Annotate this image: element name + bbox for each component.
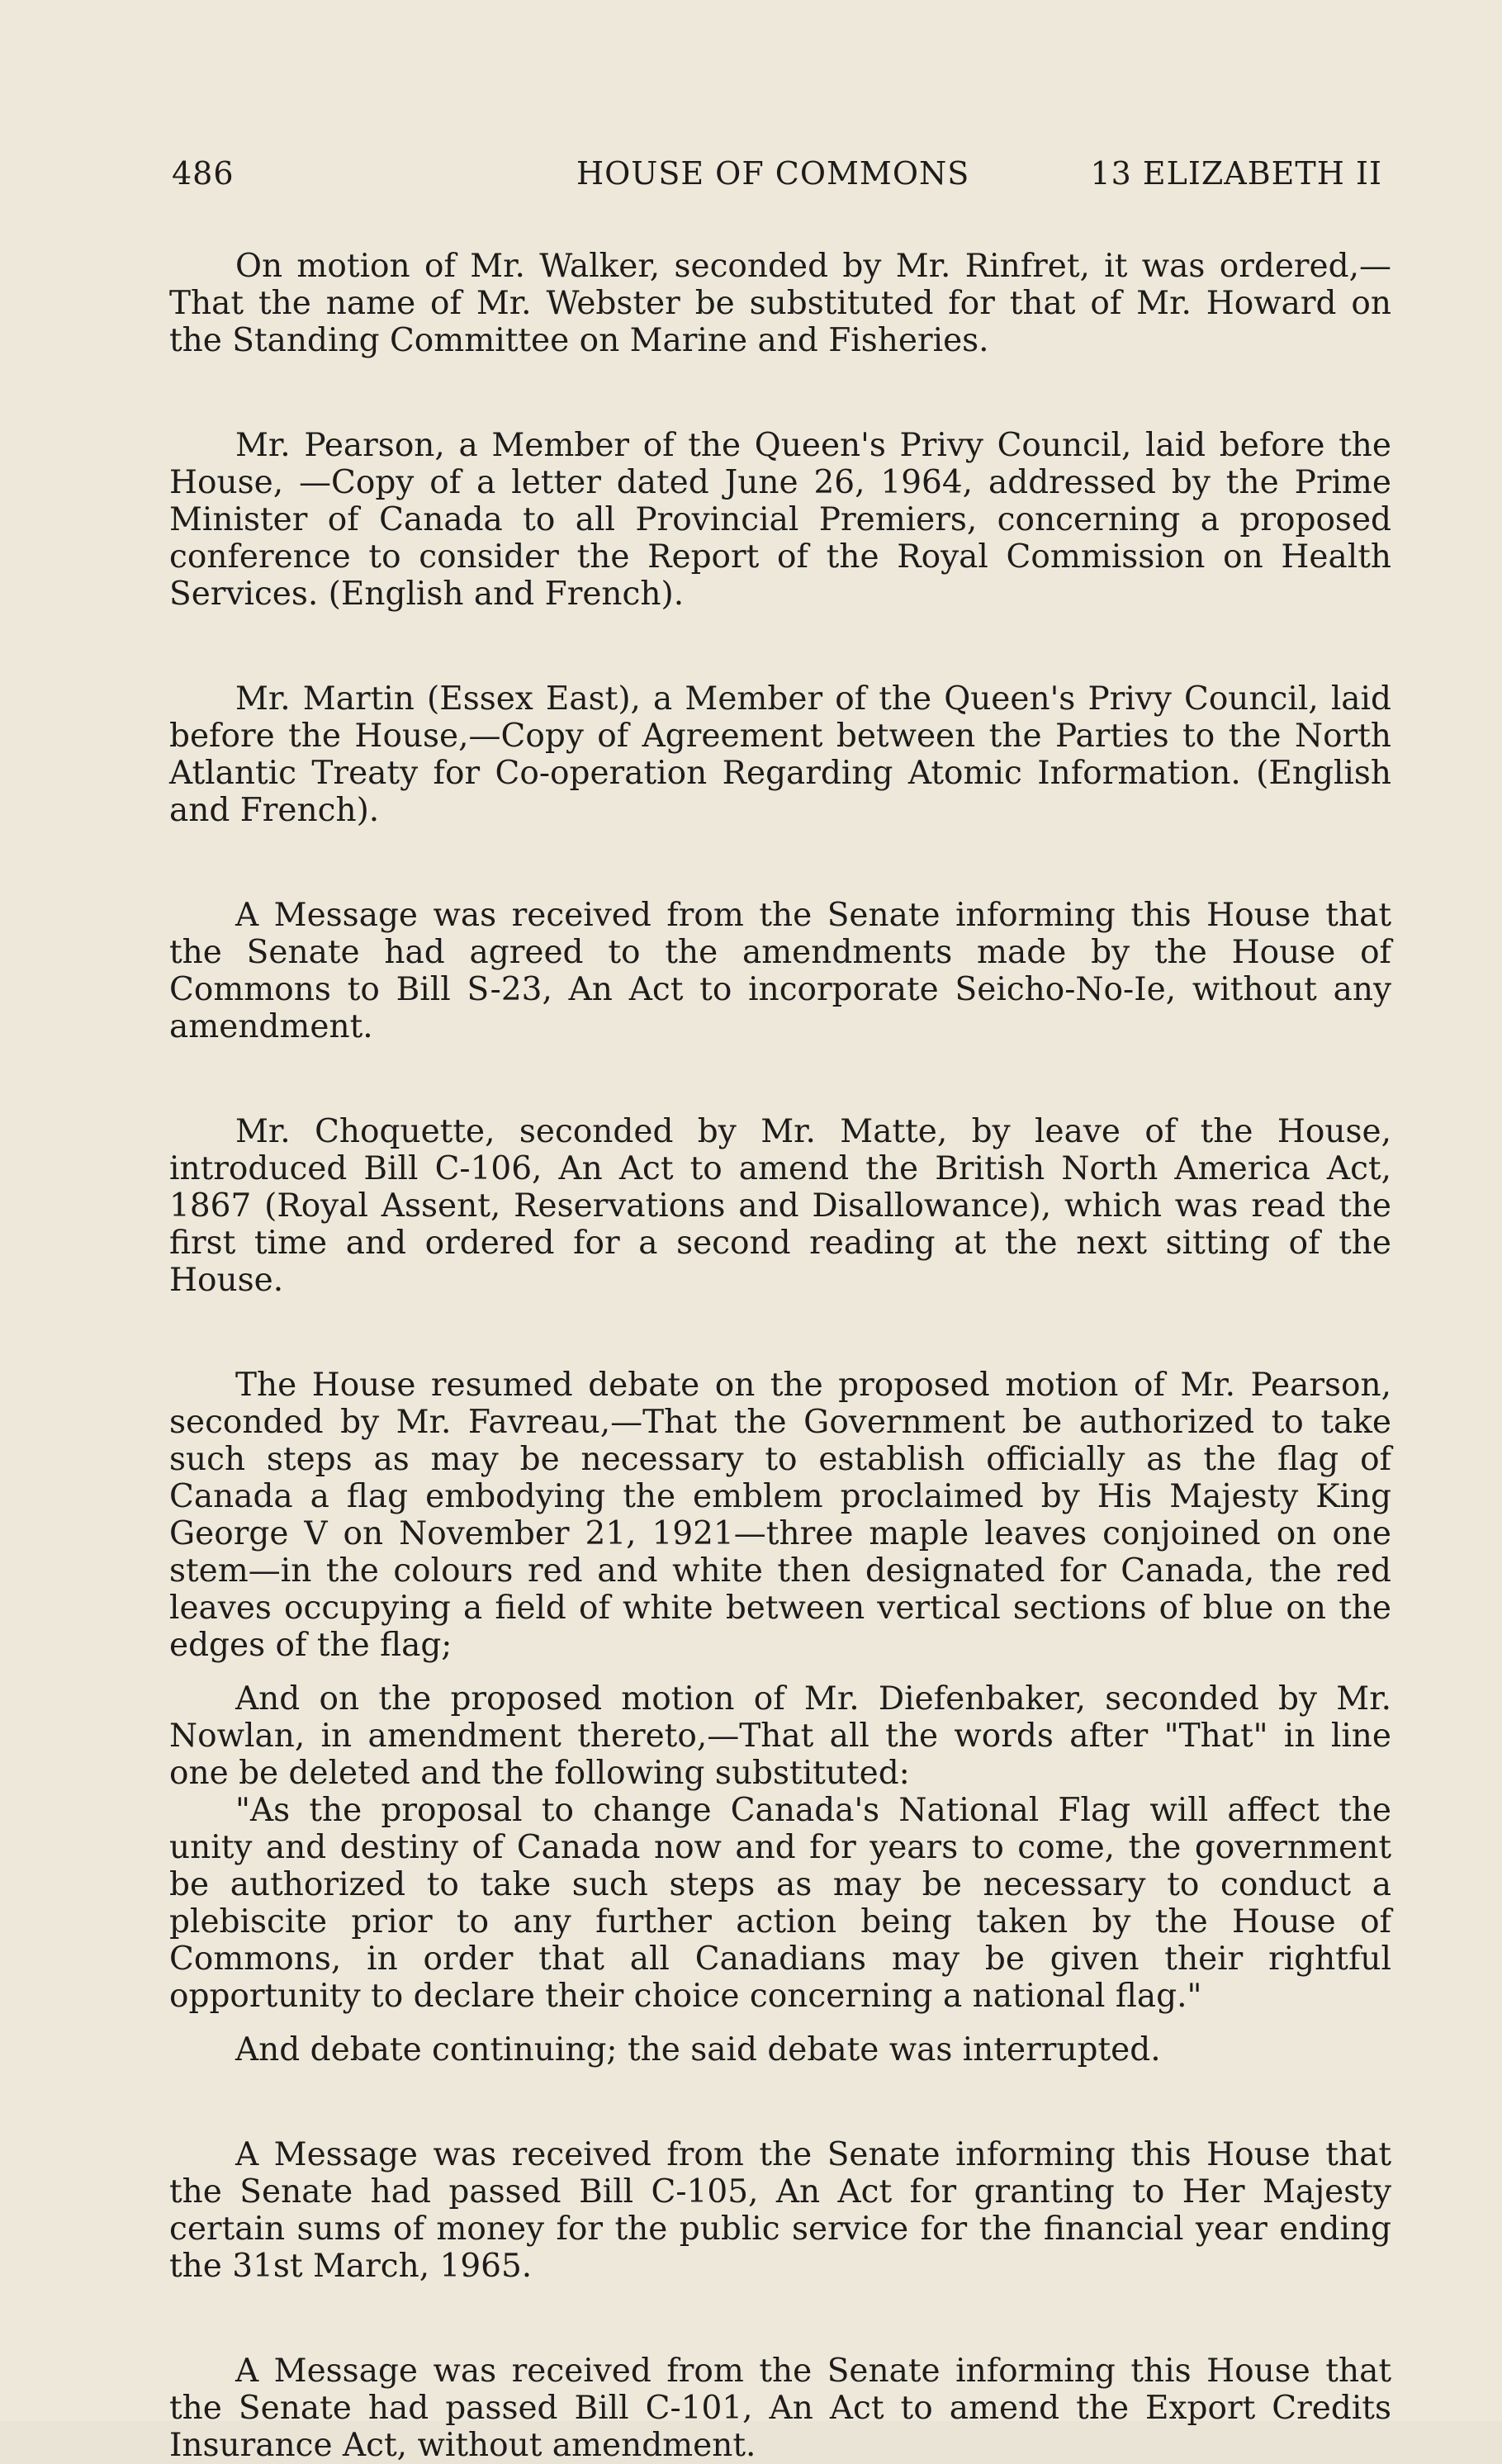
running-title: HOUSE OF COMMONS	[576, 155, 970, 192]
paragraph-senate-message-c105: A Message was received from the Senate informing this House that the Senate had passed Bill C-105, An Act for granting to Her Majesty certain sums of money for the public service for the financial year ending the 31st March, 1965.	[169, 2136, 1391, 2285]
paragraph-senate-message-c101: A Message was received from the Senate informing this House that the Senate had passed Bill C-101, An Act to amend the Export Credits Insurance Act, without amendment.	[169, 2353, 1391, 2464]
page-header	[172, 155, 1382, 205]
page-number: 486	[172, 155, 235, 192]
session-label: 13 ELIZABETH II	[1090, 155, 1382, 192]
page-body	[169, 248, 1391, 2464]
paragraph-senate-message-s23: A Message was received from the Senate informing this House that the Senate had agreed to the amendments made by the House of Commons to Bill S-23, An Act to incorporate Seicho-No-Ie, without any amendment.	[169, 897, 1391, 1045]
paragraph-debate-interrupted: And debate continuing; the said debate was interrupted.	[235, 2031, 1161, 2068]
paragraph-pearson-letter: Mr. Pearson, a Member of the Queen's Privy Council, laid before the House, —Copy of a letter dated June 26, 1964, addressed by the Prime Minister of Canada to all Provincial Premiers, concerning a proposed conference to consider the Report of the Royal Commission on Health Services. (English and French).	[169, 427, 1391, 613]
paragraph-martin-agreement: Mr. Martin (Essex East), a Member of the Queen's Privy Council, laid before the House,—Copy of Agreement between the Parties to the North Atlantic Treaty for Co-operation Regarding Atomic Information. (English and French).	[169, 680, 1391, 829]
paragraph-bill-c106: Mr. Choquette, seconded by Mr. Matte, by leave of the House, introduced Bill C-106, An Act to amend the British North America Act, 1867 (Royal Assent, Reservations and Disallowance), which was read the first time and ordered for a second reading at the next sitting of the House.	[169, 1113, 1391, 1299]
paragraph-diefenbaker-amendment: And on the proposed motion of Mr. Diefenbaker, seconded by Mr. Nowlan, in amendment thereto,—That all the words after "That" in line one be deleted and the following substituted:	[169, 1680, 1391, 1792]
paragraph-flag-debate: The House resumed debate on the proposed motion of Mr. Pearson, seconded by Mr. Favreau,—That the Government be authorized to take such steps as may be necessary to establish officially as the flag of Canada a flag embodying the emblem proclaimed by His Majesty King George V on November 21, 1921—three maple leaves conjoined on one stem—in the colours red and white then designated for Canada, the red leaves occupying a field of white between vertical sections of blue on the edges of the flag;	[169, 1367, 1391, 1664]
paragraph-amendment-quote: "As the proposal to change Canada's National Flag will affect the unity and destiny of Canada now and for years to come, the government be authorized to take such steps as may be necessary to conduct a plebiscite prior to any further action being taken by the House of Commons, in order that all Canadians may be given their rightful opportunity to declare their choice concerning a national flag."	[169, 1792, 1391, 2015]
paragraph-committee-substitution: On motion of Mr. Walker, seconded by Mr. Rinfret, it was ordered,—That the name of Mr. Webster be substituted for that of Mr. Howard on the Standing Committee on Marine and Fisheries.	[169, 248, 1391, 359]
